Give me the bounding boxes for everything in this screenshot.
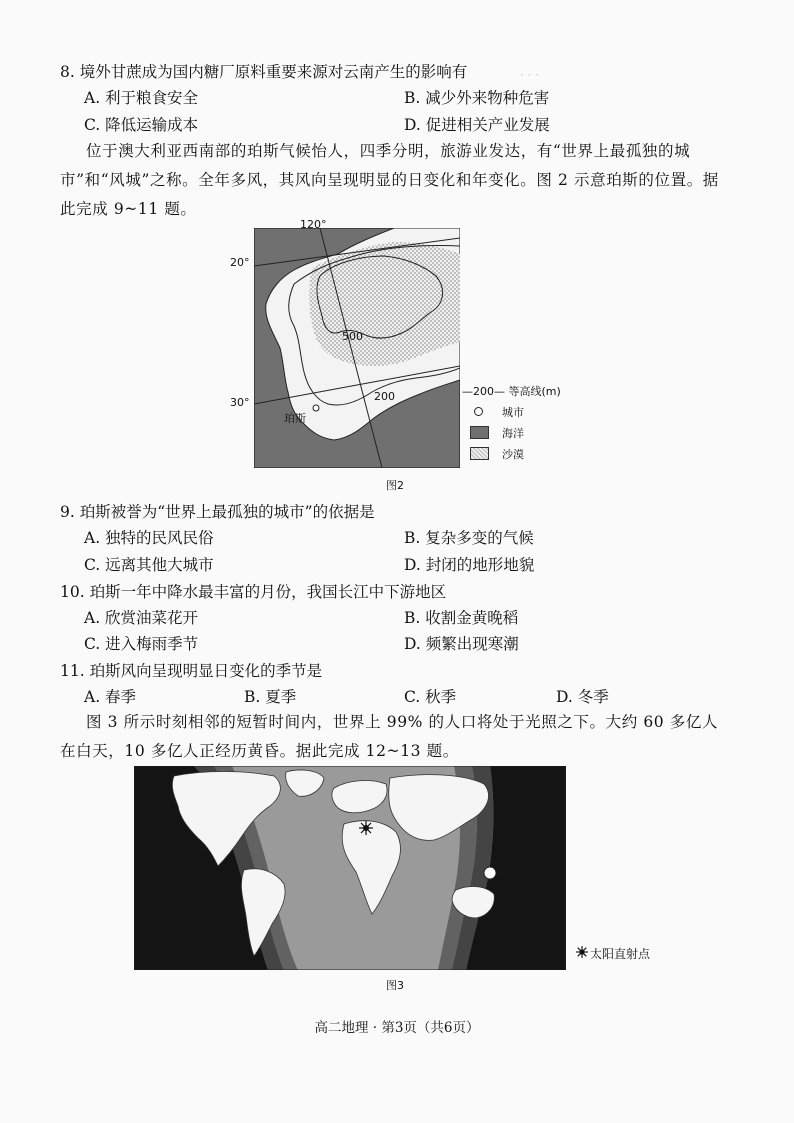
question-11-stem: 11. 珀斯风向呈现明显日变化的季节是 [60, 662, 323, 680]
q11-option-d: D. 冬季 [556, 688, 609, 706]
subsolar-legend-label: 太阳直射点 [590, 947, 651, 961]
perth-city-marker [313, 405, 319, 411]
legend-contour-symbol: —200— [462, 385, 505, 398]
sun-legend-icon [575, 945, 589, 959]
question-8-stem: 8. 境外甘蔗成为国内糖厂原料重要来源对云南产生的影响有 [60, 63, 468, 81]
perth-intro-text: 位于澳大利亚西南部的珀斯气候怡人，四季分明，旅游业发达，有“世界上最孤独的城市”和“风城”之称。全年多风，其风向呈现明显的日变化和年变化。图 2 示意珀斯的位置。据此完成 9~11 题。 [60, 142, 719, 218]
subsolar-point-icon [359, 821, 373, 835]
q11-option-c: C. 秋季 [404, 688, 457, 706]
q11-option-b: B. 夏季 [244, 688, 297, 706]
q9-option-c: C. 远离其他大城市 [84, 556, 214, 574]
perth-intro-paragraph [60, 137, 732, 224]
q10-option-d: D. 频繁出现寒潮 [404, 635, 519, 653]
legend-city-icon [474, 407, 483, 416]
longitude-top-label: 120° [300, 218, 327, 231]
page-footer: 高二地理 · 第3页（共6页） [314, 1020, 480, 1036]
q8-option-d: D. 促进相关产业发展 [404, 116, 550, 134]
figure-3-intro-paragraph [60, 708, 732, 766]
figure-2-caption: 图2 [386, 479, 404, 492]
highlight-circle-marker [484, 867, 496, 879]
q8-option-a: A. 利于粮食安全 [84, 89, 199, 107]
bleed-through-text: · · · [520, 68, 540, 82]
legend-city-label: 城市 [502, 406, 524, 419]
contour-200-label: 200 [374, 390, 395, 403]
q10-option-a: A. 欣赏油菜花开 [84, 609, 199, 627]
desert-area [309, 242, 460, 366]
latitude-label-20: 20° [230, 256, 250, 269]
legend-contour-label: 等高线(m) [508, 385, 561, 398]
q11-option-a: A. 春季 [84, 688, 137, 706]
city-label: 珀斯 [284, 412, 306, 425]
legend-desert-label: 沙漠 [502, 448, 524, 461]
legend-desert-swatch [470, 447, 489, 460]
q9-option-a: A. 独特的民风民俗 [84, 529, 214, 547]
q10-option-b: B. 收割金黄晚稻 [404, 609, 519, 627]
legend-ocean-label: 海洋 [502, 427, 524, 440]
legend-ocean-swatch [470, 426, 489, 439]
question-9-stem: 9. 珀斯被誉为“世界上最孤独的城市”的依据是 [60, 503, 375, 521]
figure-3-world-map [134, 766, 566, 970]
q8-option-c: C. 降低运输成本 [84, 116, 199, 134]
q9-option-b: B. 复杂多变的气候 [404, 529, 534, 547]
q9-option-d: D. 封闭的地形地貌 [404, 556, 535, 574]
legend-contour [462, 383, 561, 399]
question-10-stem: 10. 珀斯一年中降水最丰富的月份，我国长江中下游地区 [60, 583, 447, 601]
contour-500-label: 500 [342, 330, 363, 343]
q10-option-c: C. 进入梅雨季节 [84, 635, 199, 653]
figure-2-map [254, 228, 460, 468]
latitude-label-30: 30° [230, 396, 250, 409]
figure-3-caption: 图3 [386, 979, 404, 992]
q8-option-b: B. 减少外来物种危害 [404, 89, 550, 107]
figure-3-intro-text: 图 3 所示时刻相邻的短暂时间内，世界上 99% 的人口将处于光照之下。大约 60 多亿人在白天，10 多亿人正经历黄昏。据此完成 12~13 题。 [60, 713, 719, 760]
